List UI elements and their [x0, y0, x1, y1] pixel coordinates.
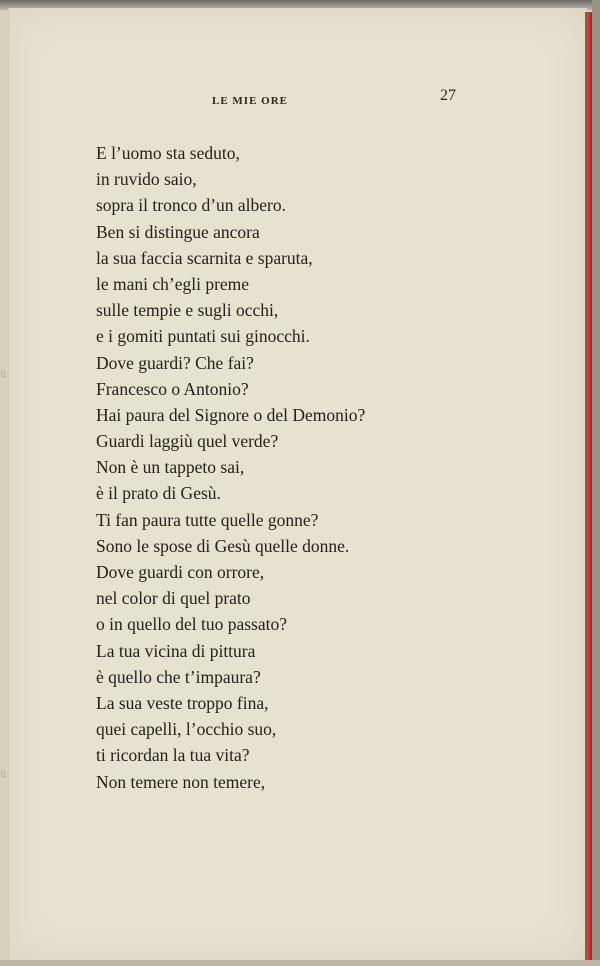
- poem-line: sopra il tronco d’un albero.: [96, 195, 287, 216]
- poem-line: Ben si distingue ancora: [96, 221, 260, 242]
- poem-line: le mani ch’egli preme: [96, 273, 250, 294]
- poem-line: sulle tempie e sugli occhi,: [96, 300, 279, 321]
- running-title: LE MIE ORE: [211, 95, 288, 107]
- poem-line: La sua veste troppo fina,: [96, 692, 269, 713]
- poem-line: è quello che t’impaura?: [96, 666, 261, 687]
- facing-page-bleed: [0, 360, 10, 820]
- poem-line: Hai paura del Signore o del Demonio?: [96, 404, 366, 425]
- red-page-edge: [585, 12, 592, 960]
- poem-line: Non temere non temere,: [96, 771, 266, 792]
- poem-line: Sono le spose di Gesù quelle donne.: [96, 535, 350, 556]
- poem-line: Guardi laggiù quel verde?: [96, 431, 279, 452]
- bleed-mark: ▯: [1, 369, 6, 378]
- poem-line: Non è un tappeto sai,: [96, 457, 245, 478]
- poem-line: nel color di quel prato: [96, 588, 251, 609]
- poem-line: Ti fan paura tutte quelle gonne?: [96, 509, 319, 530]
- poem-line: è il prato di Gesù.: [96, 483, 221, 504]
- poem-line: Dove guardi? Che fai?: [96, 352, 254, 373]
- page-number: 27: [440, 87, 456, 104]
- poem-line: la sua faccia scarnita e sparuta,: [96, 247, 313, 268]
- poem-line: e i gomiti puntati sui ginocchi.: [96, 326, 310, 347]
- poem-line: E l’uomo sta seduto,: [96, 143, 240, 163]
- poem-line: La tua vicina di pittura: [96, 640, 256, 661]
- poem-line: ti ricordan la tua vita?: [96, 745, 250, 766]
- poem-line: Dove guardi con orrore,: [96, 562, 265, 582]
- poem-line: Francesco o Antonio?: [96, 378, 249, 399]
- poem-line: o in quello del tuo passato?: [96, 614, 288, 635]
- bleed-mark: ▯: [1, 769, 6, 778]
- book-bottom-edge: [0, 960, 600, 966]
- poem-line: quei capelli, l’occhio suo,: [96, 719, 277, 740]
- poem-line: in ruvido saio,: [96, 169, 197, 190]
- poem-text: [96, 140, 536, 795]
- book-spine-shadow: [592, 0, 600, 966]
